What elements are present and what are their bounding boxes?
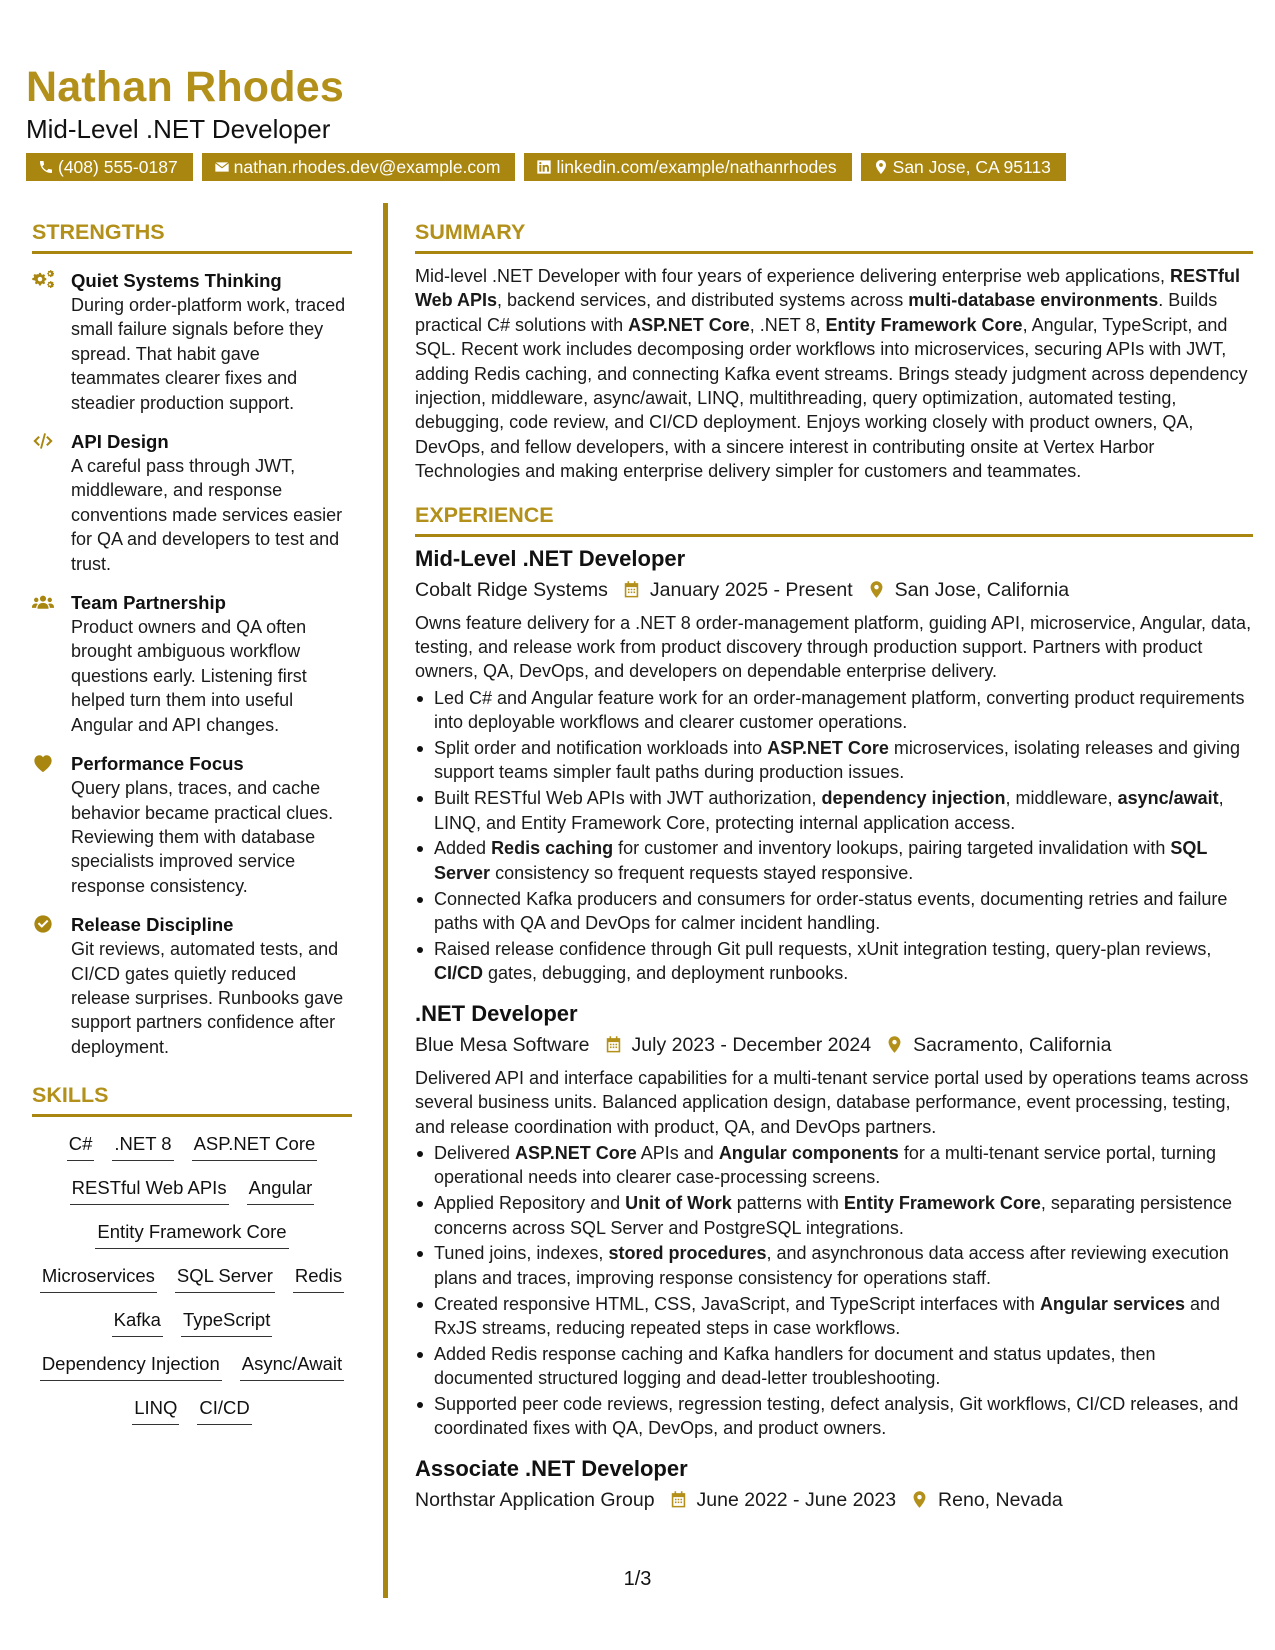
- bold-text: CI/CD: [434, 963, 483, 984]
- linkedin-text: linkedin.com/example/nathanrhodes: [556, 157, 837, 177]
- bullet-item: [415, 1241, 1253, 1290]
- contact-email[interactable]: [202, 153, 516, 181]
- candidate-title: Mid-Level .NET Developer: [26, 114, 331, 144]
- job-meta: [415, 576, 1253, 604]
- text-segment: Supported peer code reviews, regression testing, defect analysis, Git workflows, CI/CD releases, and coordinated fixes with QA, DevOps, and product owners.: [434, 1393, 1239, 1439]
- text-segment: Added Redis response caching and Kafka handlers for document and status updates, then documented structured logging and dead-letter troubleshooting.: [434, 1343, 1156, 1389]
- skills-heading: SKILLS: [32, 1083, 109, 1108]
- phone-icon: [38, 159, 54, 175]
- text-segment: for customer and inventory lookups, pairing targeted invalidation with: [613, 838, 1171, 859]
- text-segment: patterns with: [731, 1193, 844, 1214]
- bold-text: ASP.NET Core: [515, 1142, 637, 1163]
- skills-row: [32, 1219, 352, 1249]
- bold-text: Redis caching: [491, 838, 614, 859]
- bold-text: Angular services: [1039, 1293, 1186, 1314]
- envelope-icon: [214, 159, 230, 175]
- text-segment: , LINQ, and Entity Framework Core, protecting internal application access.: [434, 788, 1224, 833]
- strengths-heading: STRENGTHS: [32, 220, 165, 244]
- skills-row: [32, 1131, 352, 1161]
- bold-text: Unit of Work: [625, 1193, 732, 1214]
- job-location: Reno, Nevada: [938, 1488, 1063, 1511]
- job-location: San Jose, California: [894, 578, 1070, 601]
- heart-icon: [32, 753, 54, 773]
- phone-text: (408) 555-0187: [58, 157, 178, 177]
- skill-tag: TypeScript: [181, 1307, 272, 1337]
- text-segment: Connected Kafka producers and consumers for order-status events, documenting retries and failure paths with QA and DevOps for calmer incident handling.: [434, 888, 1228, 934]
- bold-text: multi-database environments: [908, 290, 1159, 311]
- strength-item: [32, 912, 352, 1059]
- map-pin-icon: [910, 1490, 929, 1509]
- linkedin-icon: [536, 159, 552, 175]
- job-title: Associate .NET Developer: [415, 1455, 688, 1481]
- map-pin-icon: [867, 580, 886, 599]
- text-segment: , and asynchronous data access after reviewing execution plans and traces, improving response consistency for operations staff.: [434, 1243, 1229, 1288]
- skill-tag: CI/CD: [197, 1395, 251, 1425]
- text-segment: . Builds practical C# solutions with: [415, 290, 1218, 335]
- bullet-item: [415, 686, 1253, 735]
- strength-title: Quiet Systems Thinking: [71, 270, 282, 291]
- job-title: .NET Developer: [415, 1000, 578, 1026]
- skill-tag: Redis: [293, 1263, 344, 1293]
- contact-bar: [26, 153, 1066, 181]
- text-segment: Added: [434, 838, 492, 859]
- skill-tag: Microservices: [40, 1263, 157, 1293]
- strength-desc: Git reviews, automated tests, and CI/CD gates quietly reduced release surprises. Runbooks gave support partners confidence after deployment.: [71, 939, 344, 1057]
- strength-item: [32, 429, 352, 576]
- text-segment: , backend services, and distributed systems across: [497, 290, 909, 311]
- skills-row: [32, 1351, 352, 1381]
- bold-text: stored procedures: [608, 1243, 767, 1264]
- contact-phone[interactable]: [26, 153, 193, 181]
- job-company: Northstar Application Group: [415, 1488, 655, 1511]
- bullet-item: [415, 1342, 1253, 1391]
- experience-list: [415, 545, 1253, 1514]
- section-rule: [32, 251, 352, 254]
- section-rule: [415, 251, 1253, 254]
- text-segment: Tuned joins, indexes,: [434, 1243, 609, 1264]
- gears-icon: [32, 270, 54, 290]
- strength-item: [32, 590, 352, 737]
- bold-text: Entity Framework Core: [843, 1193, 1041, 1214]
- text-segment: Split order and notification workloads into: [434, 738, 768, 759]
- text-segment: APIs and: [636, 1142, 719, 1163]
- map-pin-icon: [873, 159, 889, 175]
- resume-header: [26, 62, 344, 144]
- strength-desc: Product owners and QA often brought ambiguous workflow questions early. Listening first helped turn them into useful Angular and API changes.: [71, 617, 307, 735]
- calendar-icon: [622, 580, 641, 599]
- job-dates: January 2025 - Present: [649, 578, 853, 601]
- job-entry: [415, 1000, 1253, 1441]
- location-text: San Jose, CA 95113: [892, 157, 1051, 177]
- map-pin-icon: [885, 1035, 904, 1054]
- bold-text: RESTful Web APIs: [415, 266, 1241, 311]
- candidate-name: Nathan Rhodes: [26, 63, 344, 111]
- bold-text: SQL Server: [434, 838, 1208, 883]
- text-segment: Led C# and Angular feature work for an order-management platform, converting product requirements into deployable workflows and clearer customer operations.: [434, 687, 1245, 733]
- bold-text: dependency injection: [821, 788, 1006, 809]
- strength-desc: A careful pass through JWT, middleware, and response conventions made services easier for QA and developers to test and trust.: [71, 456, 343, 574]
- text-segment: , separating persistence concerns across SQL Server and PostgreSQL integrations.: [434, 1193, 1233, 1238]
- text-segment: Applied Repository and: [434, 1193, 626, 1214]
- job-meta: [415, 1031, 1253, 1059]
- strength-title: Team Partnership: [71, 592, 226, 614]
- skill-tag: ASP.NET Core: [192, 1131, 318, 1161]
- bullet-item: [415, 1141, 1253, 1190]
- summary-heading: SUMMARY: [415, 220, 526, 244]
- job-description: Owns feature delivery for a .NET 8 order-management platform, guiding API, microservice, Angular, data, testing, and release work from product discovery through production support. Partners with product owners, QA, DevOps, and developers on dependable enterprise delivery.: [415, 612, 1252, 682]
- contact-location: [861, 153, 1066, 181]
- check-circle-icon: [32, 914, 54, 934]
- skill-tag: Async/Await: [240, 1351, 344, 1381]
- left-column: [32, 218, 352, 1439]
- section-rule: [415, 534, 1253, 537]
- strength-item: [32, 751, 352, 898]
- skills-list: [32, 1131, 352, 1425]
- bold-text: Angular components: [718, 1142, 899, 1163]
- bold-text: async/await: [1117, 788, 1219, 809]
- skills-row: [32, 1307, 352, 1337]
- column-divider: [383, 203, 388, 1598]
- text-segment: Mid-level .NET Developer with four years of experience delivering enterprise web applications,: [415, 266, 1171, 286]
- job-dates: July 2023 - December 2024: [631, 1033, 872, 1056]
- bullet-item: [415, 1191, 1253, 1240]
- skill-tag: LINQ: [132, 1395, 179, 1425]
- bullet-item: [415, 937, 1253, 986]
- job-entry: [415, 1455, 1253, 1514]
- text-segment: gates, debugging, and deployment runbooks.: [483, 963, 849, 984]
- bold-text: ASP.NET Core: [628, 314, 750, 335]
- skill-tag: Entity Framework Core: [95, 1219, 288, 1249]
- bullet-item: [415, 836, 1253, 885]
- bullet-item: [415, 786, 1253, 835]
- strength-desc: Query plans, traces, and cache behavior became practical clues. Reviewing them with database specialists improved service response consistency.: [71, 778, 334, 896]
- bold-text: Entity Framework Core: [825, 314, 1023, 335]
- summary-text: [415, 264, 1253, 484]
- strength-title: Performance Focus: [71, 753, 244, 775]
- skill-tag: .NET 8: [112, 1131, 173, 1161]
- job-company: Cobalt Ridge Systems: [415, 578, 608, 601]
- skill-tag: Angular: [247, 1175, 315, 1205]
- text-segment: microservices, isolating releases and giving support teams simpler fault paths during production issues.: [434, 738, 1241, 783]
- text-segment: , middleware,: [1005, 788, 1118, 809]
- contact-linkedin[interactable]: [524, 153, 851, 181]
- text-segment: consistency so frequent requests stayed responsive.: [490, 862, 914, 883]
- job-meta: [415, 1486, 1253, 1514]
- job-bullets: [415, 1141, 1253, 1441]
- skills-row: [32, 1175, 352, 1205]
- text-segment: , Angular, TypeScript, and SQL. Recent work includes decomposing order workflows into microservices, securing APIs with JWT, adding Redis caching, and connecting Kafka event streams. Brings steady judgment across dependency injection, middleware, async/await, LINQ, multithreading, query optimization, automated testing, debugging, code review, and CI/CD deployment. Enjoys working closely with product owners, QA, DevOps, and fellow developers, with a sincere interest in contributing onsite at Vertex Harbor Technologies and making enterprise delivery simpler for customers and teammates.: [415, 314, 1248, 482]
- calendar-icon: [669, 1490, 688, 1509]
- skills-row: [32, 1263, 352, 1293]
- calendar-icon: [604, 1035, 623, 1054]
- bold-text: ASP.NET Core: [767, 738, 889, 759]
- job-entry: [415, 545, 1253, 986]
- text-segment: and RxJS streams, reducing repeated steps in case workflows.: [434, 1293, 1221, 1338]
- skill-tag: C#: [67, 1131, 95, 1161]
- skills-row: [32, 1395, 352, 1425]
- text-segment: Delivered: [434, 1142, 516, 1163]
- strengths-list: [32, 268, 352, 1059]
- users-icon: [32, 592, 54, 612]
- job-title: Mid-Level .NET Developer: [415, 545, 686, 571]
- job-dates: June 2022 - June 2023: [696, 1488, 897, 1511]
- skill-tag: Kafka: [112, 1307, 163, 1337]
- skill-tag: RESTful Web APIs: [70, 1175, 229, 1205]
- strength-title: API Design: [71, 431, 169, 453]
- strength-desc: During order-platform work, traced small failure signals before they spread. That habit gave teammates clearer fixes and steadier production support.: [71, 295, 346, 413]
- job-location: Sacramento, California: [913, 1033, 1112, 1056]
- strength-title: Release Discipline: [71, 914, 234, 936]
- bullet-item: [415, 1392, 1253, 1441]
- skill-tag: SQL Server: [175, 1263, 275, 1293]
- text-segment: Built RESTful Web APIs with JWT authorization,: [434, 788, 822, 809]
- text-segment: Created responsive HTML, CSS, JavaScript, and TypeScript interfaces with: [434, 1293, 1040, 1314]
- bullet-item: [415, 1292, 1253, 1341]
- job-description: Delivered API and interface capabilities for a multi-tenant service portal used by operations teams across several business units. Balanced application design, database performance, event processing, testing, and release coordination with product, QA, and DevOps partners.: [415, 1067, 1249, 1137]
- experience-heading: EXPERIENCE: [415, 502, 554, 527]
- job-company: Blue Mesa Software: [415, 1033, 590, 1056]
- job-bullets: [415, 686, 1253, 986]
- page-number: 1/3: [623, 1568, 652, 1590]
- skill-tag: Dependency Injection: [40, 1351, 222, 1381]
- email-text: nathan.rhodes.dev@example.com: [233, 157, 501, 177]
- text-segment: for a multi-tenant service portal, turning operational needs into clearer case-processing screens.: [434, 1142, 1216, 1188]
- right-column: [415, 218, 1253, 1514]
- bullet-item: [415, 887, 1253, 936]
- section-rule: [32, 1114, 352, 1117]
- strength-item: [32, 268, 352, 415]
- text-segment: Raised release confidence through Git pull requests, xUnit integration testing, query-plan reviews,: [434, 938, 1212, 959]
- bullet-item: [415, 736, 1253, 785]
- code-icon: [32, 431, 54, 451]
- text-segment: , .NET 8,: [749, 314, 826, 335]
